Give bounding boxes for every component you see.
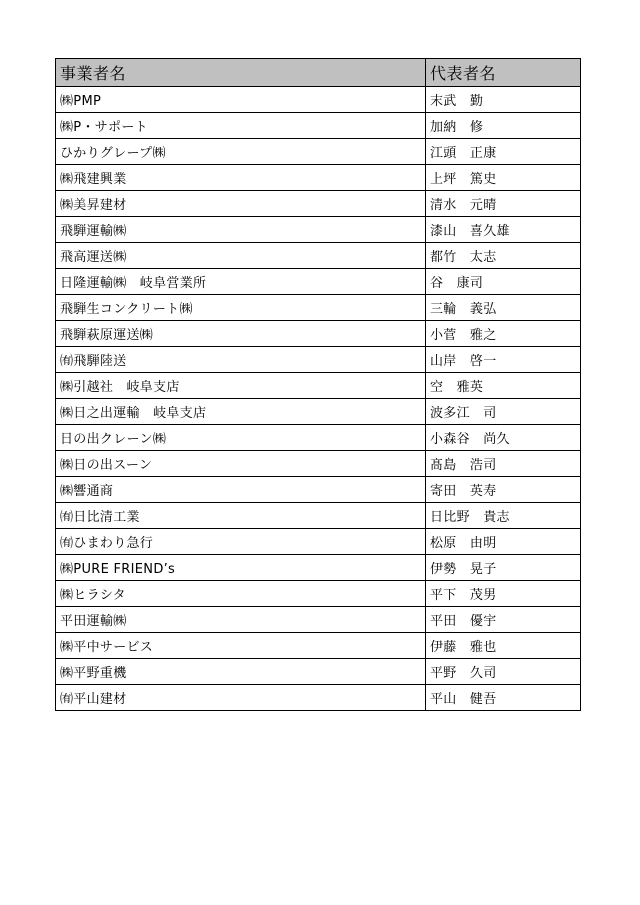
table-row <box>56 87 581 113</box>
table-row <box>56 373 581 399</box>
table-row <box>56 321 581 347</box>
representative-name-cell: 小森谷 尚久 <box>426 425 581 451</box>
table-row <box>56 659 581 685</box>
table-row <box>56 113 581 139</box>
representative-name-cell: 平田 優宇 <box>426 607 581 633</box>
company-name-cell: ㈱PURE FRIEND’s <box>56 555 426 581</box>
company-name-cell: 飛騨萩原運送㈱ <box>56 321 426 347</box>
representative-name-cell: 平野 久司 <box>426 659 581 685</box>
representative-name-cell: 松原 由明 <box>426 529 581 555</box>
company-name-cell: ㈲飛騨陸送 <box>56 347 426 373</box>
company-name-cell: ㈱響通商 <box>56 477 426 503</box>
document-page <box>55 58 580 711</box>
company-name-cell: 飛騨運輸㈱ <box>56 217 426 243</box>
representative-name-cell: 髙島 浩司 <box>426 451 581 477</box>
table-row <box>56 217 581 243</box>
table-row <box>56 295 581 321</box>
business-list-table <box>55 58 581 711</box>
representative-name-cell: 上坪 篤史 <box>426 165 581 191</box>
table-row <box>56 269 581 295</box>
company-name-cell: 飛高運送㈱ <box>56 243 426 269</box>
table-row <box>56 555 581 581</box>
company-name-cell: ㈱P・サポート <box>56 113 426 139</box>
company-name-cell: ㈱日之出運輸 岐阜支店 <box>56 399 426 425</box>
table-row <box>56 529 581 555</box>
company-name-cell: 日の出クレーン㈱ <box>56 425 426 451</box>
representative-name-cell: 都竹 太志 <box>426 243 581 269</box>
representative-name-cell: 寄田 英寿 <box>426 477 581 503</box>
column-header-company: 事業者名 <box>56 59 426 87</box>
representative-name-cell: 江頭 正康 <box>426 139 581 165</box>
table-row <box>56 191 581 217</box>
table-row <box>56 503 581 529</box>
company-name-cell: 平田運輸㈱ <box>56 607 426 633</box>
table-row <box>56 165 581 191</box>
company-name-cell: 飛騨生コンクリート㈱ <box>56 295 426 321</box>
company-name-cell: ㈲日比清工業 <box>56 503 426 529</box>
column-header-representative: 代表者名 <box>426 59 581 87</box>
representative-name-cell: 小菅 雅之 <box>426 321 581 347</box>
representative-name-cell: 伊藤 雅也 <box>426 633 581 659</box>
company-name-cell: ㈱引越社 岐阜支店 <box>56 373 426 399</box>
representative-name-cell: 平下 茂男 <box>426 581 581 607</box>
table-row <box>56 477 581 503</box>
table-row <box>56 399 581 425</box>
table-row <box>56 685 581 711</box>
company-name-cell: ひかりグレープ㈱ <box>56 139 426 165</box>
representative-name-cell: 清水 元晴 <box>426 191 581 217</box>
table-row <box>56 633 581 659</box>
representative-name-cell: 日比野 貴志 <box>426 503 581 529</box>
company-name-cell: ㈱日の出スーン <box>56 451 426 477</box>
company-name-cell: ㈱飛建興業 <box>56 165 426 191</box>
representative-name-cell: 平山 健吾 <box>426 685 581 711</box>
company-name-cell: ㈱ヒラシタ <box>56 581 426 607</box>
table-row <box>56 451 581 477</box>
company-name-cell: ㈱平野重機 <box>56 659 426 685</box>
table-row <box>56 581 581 607</box>
representative-name-cell: 空 雅英 <box>426 373 581 399</box>
representative-name-cell: 谷 康司 <box>426 269 581 295</box>
representative-name-cell: 三輪 義弘 <box>426 295 581 321</box>
representative-name-cell: 山岸 啓一 <box>426 347 581 373</box>
representative-name-cell: 末武 勤 <box>426 87 581 113</box>
company-name-cell: ㈱美昇建材 <box>56 191 426 217</box>
representative-name-cell: 加納 修 <box>426 113 581 139</box>
table-row <box>56 347 581 373</box>
table-row <box>56 139 581 165</box>
representative-name-cell: 漆山 喜久雄 <box>426 217 581 243</box>
table-header-row <box>56 59 581 87</box>
company-name-cell: ㈲平山建材 <box>56 685 426 711</box>
table-row <box>56 243 581 269</box>
company-name-cell: ㈲ひまわり急行 <box>56 529 426 555</box>
company-name-cell: ㈱平中サービス <box>56 633 426 659</box>
representative-name-cell: 伊勢 晃子 <box>426 555 581 581</box>
table-row <box>56 607 581 633</box>
company-name-cell: ㈱PMP <box>56 87 426 113</box>
company-name-cell: 日隆運輸㈱ 岐阜営業所 <box>56 269 426 295</box>
table-row <box>56 425 581 451</box>
representative-name-cell: 波多江 司 <box>426 399 581 425</box>
